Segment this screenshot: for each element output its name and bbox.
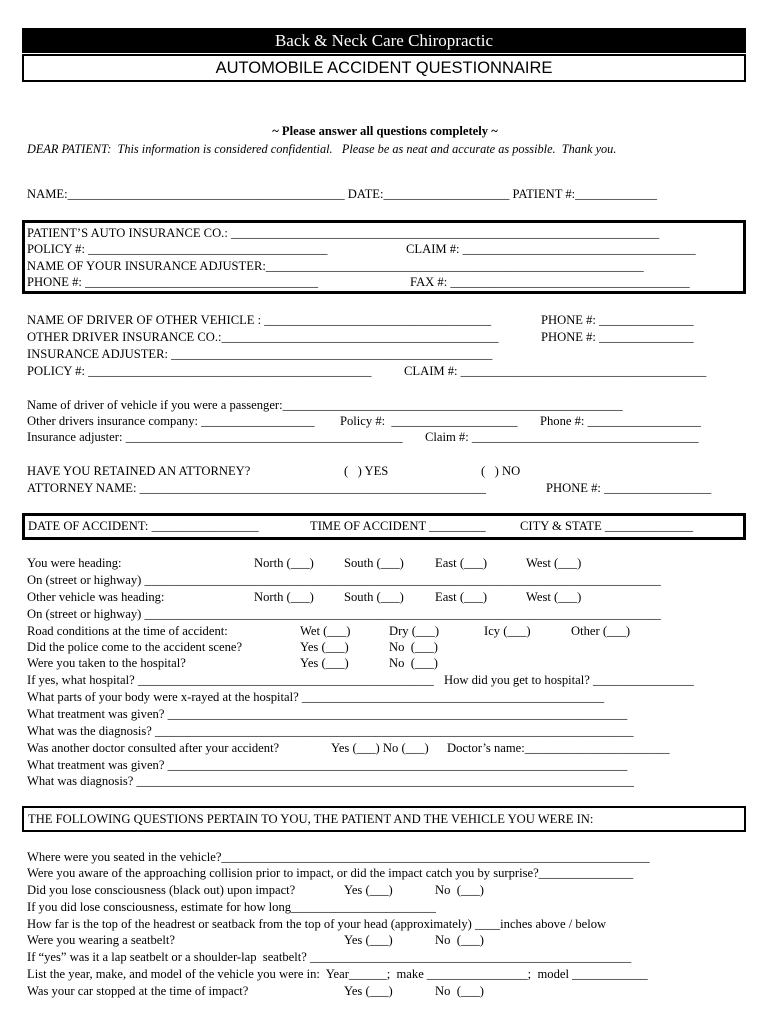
xray-field[interactable]: What parts of your body were x-rayed at the hospital? ________________________________________________ [27, 690, 605, 704]
other-claim-field[interactable]: CLAIM #: _______________________________________ [404, 364, 707, 378]
passenger-claim-field[interactable]: Claim #: ____________________________________ [425, 430, 699, 444]
other-driver-name-field[interactable]: NAME OF DRIVER OF OTHER VEHICLE : ____________________________________ [27, 313, 491, 327]
passenger-driver-name-field[interactable]: Name of driver of vehicle if you were a passenger:______________________________________________________ [27, 398, 623, 412]
form-title: AUTOMOBILE ACCIDENT QUESTIONNAIRE [22, 54, 746, 82]
consciousness-question: Did you lose consciousness (black out) upon impact? [27, 883, 296, 897]
accident-time-field[interactable]: TIME OF ACCIDENT _________ [310, 519, 486, 533]
hospital-question: Were you taken to the hospital? [27, 656, 186, 670]
hospital-yes-checkbox[interactable]: Yes (___) [300, 656, 349, 670]
other-adjuster-field[interactable]: INSURANCE ADJUSTER: ___________________________________________________ [27, 347, 493, 361]
road-wet-checkbox[interactable]: Wet (___) [300, 624, 351, 638]
police-question: Did the police come to the accident scene? [27, 640, 243, 654]
accident-city-state-field[interactable]: CITY & STATE ______________ [520, 519, 694, 533]
attorney-phone-field[interactable]: PHONE #: _________________ [546, 481, 712, 495]
how-to-hospital-field[interactable]: How did you get to hospital? ________________ [444, 673, 694, 687]
other-street-field[interactable]: On (street or highway) __________________________________________________________________________________ [27, 607, 661, 621]
other-south-checkbox[interactable]: South (___) [344, 590, 404, 604]
headrest-distance-field[interactable]: How far is the top of the headrest or seatback from the top of your head (approximately) ____inches above / below [27, 917, 607, 931]
policy-field[interactable]: POLICY #: ______________________________________ [27, 242, 328, 256]
practice-name-banner: Back & Neck Care Chiropractic [22, 28, 746, 53]
other-policy-field[interactable]: POLICY #: _____________________________________________ [27, 364, 372, 378]
passenger-phone-field[interactable]: Phone #: __________________ [540, 414, 701, 428]
attorney-question: HAVE YOU RETAINED AN ATTORNEY? [27, 464, 251, 478]
you-south-checkbox[interactable]: South (___) [344, 556, 404, 570]
seatbelt-type-field[interactable]: If “yes” was it a lap seatbelt or a shoulder-lap seatbelt? ___________________________________________________ [27, 950, 632, 964]
doctor-name-field[interactable]: Doctor’s name:_______________________ [447, 741, 670, 755]
seatbelt-yes-checkbox[interactable]: Yes (___) [344, 933, 393, 947]
seatbelt-no-checkbox[interactable]: No (___) [435, 933, 484, 947]
claim-field[interactable]: CLAIM #: _____________________________________ [406, 242, 696, 256]
phone-field[interactable]: PHONE #: _____________________________________ [27, 275, 319, 289]
insurance-adjuster-field[interactable]: NAME OF YOUR INSURANCE ADJUSTER:____________________________________________________________ [27, 259, 644, 273]
other-doctor-yes-no[interactable]: Yes (___) No (___) [331, 741, 429, 755]
hospital-diagnosis-field[interactable]: What was the diagnosis? ____________________________________________________________________________ [27, 724, 634, 738]
hospital-no-checkbox[interactable]: No (___) [389, 656, 438, 670]
vehicle-year-make-model-field[interactable]: List the year, make, and model of the vehicle you were in: Year______; make ________________; model ____________ [27, 967, 648, 981]
collision-awareness-field[interactable]: Were you aware of the approaching collision prior to impact, or did the impact catch you by surprise?_______________ [27, 866, 634, 880]
attorney-no-checkbox[interactable]: ( ) NO [481, 464, 521, 478]
attorney-yes-checkbox[interactable]: ( ) YES [344, 464, 389, 478]
hospital-treatment-field[interactable]: What treatment was given? _________________________________________________________________________ [27, 707, 628, 721]
you-north-checkbox[interactable]: North (___) [254, 556, 314, 570]
passenger-policy-field[interactable]: Policy #: ____________________ [340, 414, 518, 428]
road-other-checkbox[interactable]: Other (___) [571, 624, 631, 638]
road-dry-checkbox[interactable]: Dry (___) [389, 624, 440, 638]
passenger-insurance-field[interactable]: Other drivers insurance company: __________________ [27, 414, 315, 428]
other-east-checkbox[interactable]: East (___) [435, 590, 488, 604]
you-west-checkbox[interactable]: West (___) [526, 556, 582, 570]
car-stopped-question: Was your car stopped at the time of impact? [27, 984, 249, 998]
you-street-field[interactable]: On (street or highway) __________________________________________________________________________________ [27, 573, 661, 587]
police-no-checkbox[interactable]: No (___) [389, 640, 438, 654]
other-driver-phone-field[interactable]: PHONE #: _______________ [541, 313, 694, 327]
attorney-name-field[interactable]: ATTORNEY NAME: _______________________________________________________ [27, 481, 486, 495]
other-doctor-question: Was another doctor consulted after your accident? [27, 741, 280, 755]
which-hospital-field[interactable]: If yes, what hospital? _______________________________________________ [27, 673, 434, 687]
fax-field[interactable]: FAX #: ______________________________________ [410, 275, 690, 289]
other-heading-label: Other vehicle was heading: [27, 590, 165, 604]
name-date-patient-row[interactable]: NAME:____________________________________________ DATE:____________________ PATIENT #:_____________ [27, 187, 658, 201]
you-heading-label: You were heading: [27, 556, 122, 570]
you-east-checkbox[interactable]: East (___) [435, 556, 488, 570]
patient-vehicle-section-title: THE FOLLOWING QUESTIONS PERTAIN TO YOU, THE PATIENT AND THE VEHICLE YOU WERE IN: [28, 812, 594, 826]
other-north-checkbox[interactable]: North (___) [254, 590, 314, 604]
road-icy-checkbox[interactable]: Icy (___) [484, 624, 531, 638]
confidentiality-notice: DEAR PATIENT: This information is considered confidential. Please be as neat and accurate as possible. Thank you. [27, 142, 617, 156]
consciousness-yes-checkbox[interactable]: Yes (___) [344, 883, 393, 897]
seat-position-field[interactable]: Where were you seated in the vehicle?____________________________________________________________________ [27, 850, 650, 864]
other-insurance-phone-field[interactable]: PHONE #: _______________ [541, 330, 694, 344]
car-stopped-yes-checkbox[interactable]: Yes (___) [344, 984, 393, 998]
other-driver-insurance-field[interactable]: OTHER DRIVER INSURANCE CO.:____________________________________________ [27, 330, 499, 344]
other-west-checkbox[interactable]: West (___) [526, 590, 582, 604]
accident-date-field[interactable]: DATE OF ACCIDENT: _________________ [28, 519, 259, 533]
passenger-adjuster-field[interactable]: Insurance adjuster: ____________________________________________ [27, 430, 403, 444]
instruction-heading: ~ Please answer all questions completely ~ [272, 124, 498, 138]
unconscious-duration-field[interactable]: If you did lose consciousness, estimate for how long_______________________ [27, 900, 436, 914]
seatbelt-question: Were you wearing a seatbelt? [27, 933, 175, 947]
consciousness-no-checkbox[interactable]: No (___) [435, 883, 484, 897]
police-yes-checkbox[interactable]: Yes (___) [300, 640, 349, 654]
doctor-diagnosis-field[interactable]: What was diagnosis? _______________________________________________________________________________ [27, 774, 634, 788]
car-stopped-no-checkbox[interactable]: No (___) [435, 984, 484, 998]
auto-insurance-field[interactable]: PATIENT’S AUTO INSURANCE CO.: ____________________________________________________________________ [27, 226, 660, 240]
road-conditions-label: Road conditions at the time of accident: [27, 624, 228, 638]
doctor-treatment-field[interactable]: What treatment was given? _________________________________________________________________________ [27, 758, 628, 772]
